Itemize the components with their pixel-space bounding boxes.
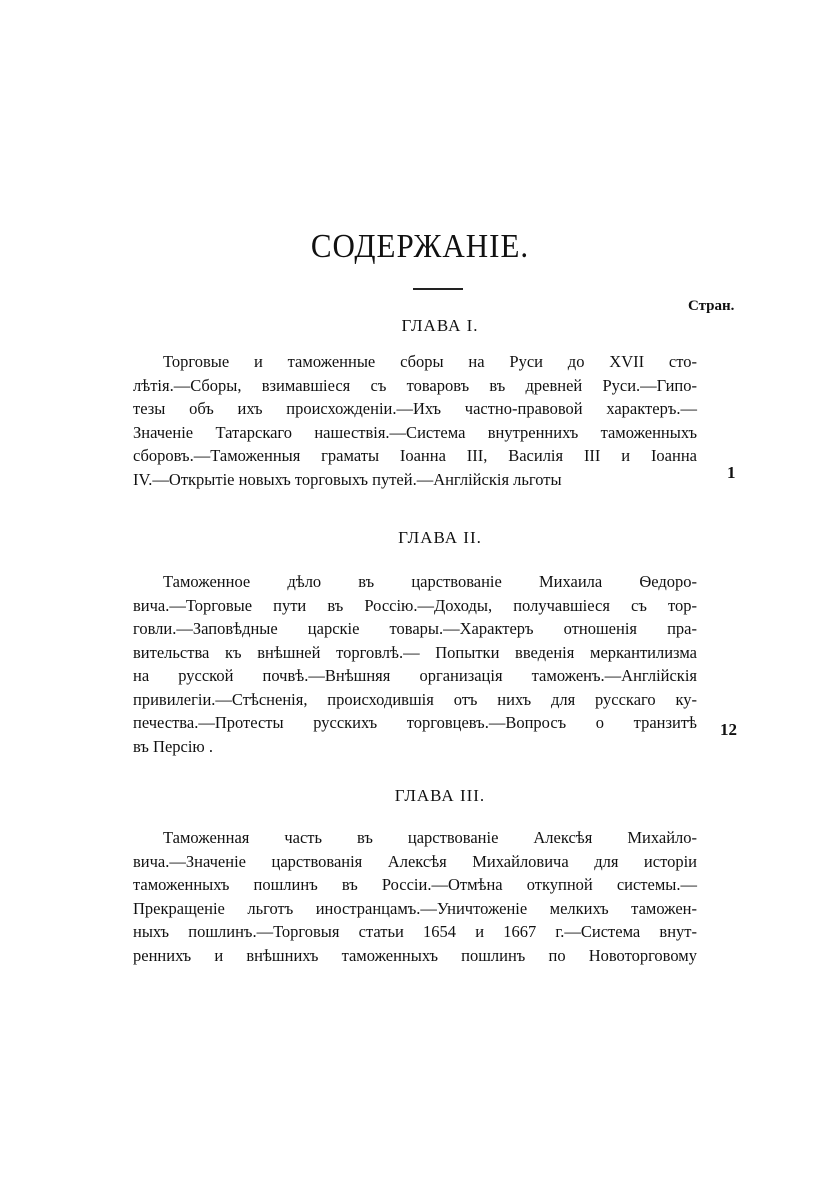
summary-line: говли.—Заповѣдные царскіе товары.—Характеръ отношенія пра-	[133, 619, 697, 638]
summary-line: IV.—Открытіе новыхъ торговыхъ путей.—Англійскія льготы	[133, 469, 562, 489]
summary-line: въ Персію .	[133, 736, 214, 756]
chapter-1-page-number: 1	[727, 463, 736, 482]
chapter-2-heading: ГЛАВА II.	[398, 528, 482, 547]
summary-line: сборовъ.—Таможенныя граматы Іоанна III, Василія III и Іоанна	[133, 446, 697, 465]
summary-line: реннихъ и внѣшнихъ таможенныхъ пошлинъ по Новоторговому	[133, 945, 697, 965]
summary-line: вича.—Значеніе царствованія Алексѣя Михайловича для исторіи	[133, 851, 697, 871]
page-column-label: Стран.	[688, 298, 735, 314]
summary-line: вича.—Торговые пути въ Россію.—Доходы, получавшіеся съ тор-	[133, 595, 697, 615]
summary-line: Торговые и таможенные сборы на Руси до XVII сто-	[163, 352, 697, 371]
summary-line: печества.—Протесты русскихъ торговцевъ.—Вопросъ о транзитѣ	[133, 713, 697, 732]
title-divider	[413, 288, 463, 290]
chapter-1-heading: ГЛАВА I.	[401, 316, 479, 335]
chapter-2-page-number: 12	[720, 720, 737, 739]
summary-line: Таможенная часть въ царствованіе Алексѣя Михайло-	[163, 828, 697, 847]
summary-line: вительства къ внѣшней торговлѣ.— Попытки введенія меркантилизма	[133, 642, 697, 662]
summary-line: Прекращеніе льготъ иностранцамъ.—Уничтоженіе мелкихъ таможен-	[133, 898, 697, 918]
chapter-1-summary	[133, 350, 697, 491]
summary-line: лѣтія.—Сборы, взимавшіеся съ товаровъ въ древней Руси.—Гипо-	[133, 375, 697, 395]
chapter-3-summary	[133, 826, 697, 967]
page-title: СОДЕРЖАНІЕ.	[310, 226, 530, 265]
chapter-3-heading: ГЛАВА III.	[394, 786, 486, 805]
summary-line: на русской почвѣ.—Внѣшняя организація таможенъ.—Англійскія	[133, 666, 697, 685]
summary-line: таможенныхъ пошлинъ въ Россіи.—Отмѣна откупной системы.—	[133, 875, 697, 894]
summary-line: Таможенное дѣло въ царствованіе Михаила Ѳедоро-	[163, 572, 697, 591]
summary-line: ныхъ пошлинъ.—Торговыя статьи 1654 и 1667 г.—Система внут-	[133, 922, 697, 941]
summary-line: привилегіи.—Стѣсненія, происходившія отъ нихъ для русскаго ку-	[133, 689, 697, 709]
chapter-2-summary	[133, 570, 697, 758]
summary-line: Значеніе Татарскаго нашествія.—Система внутреннихъ таможенныхъ	[133, 422, 697, 442]
summary-line: тезы объ ихъ происхожденіи.—Ихъ частно-правовой характеръ.—	[133, 399, 697, 418]
